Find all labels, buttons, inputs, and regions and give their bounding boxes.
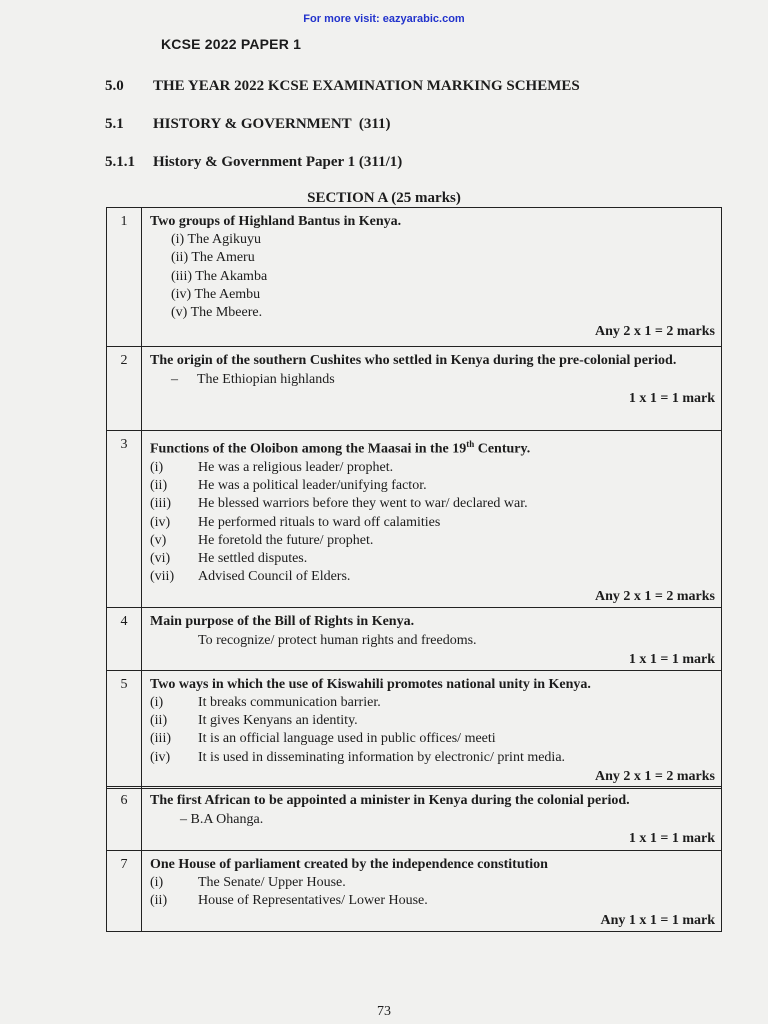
- source-link[interactable]: For more visit: eazyarabic.com: [303, 13, 465, 25]
- answer-item: (i) The Senate/ Upper House.: [150, 875, 346, 890]
- answer-item: (i) He was a religious leader/ prophet.: [150, 459, 394, 475]
- answer-item: (v) He foretold the future/ prophet.: [150, 532, 374, 548]
- question-row-2: [107, 347, 722, 431]
- heading-text: History & Government Paper 1 (311/1): [153, 154, 403, 170]
- section-title: SECTION A (25 marks): [307, 190, 461, 206]
- answer-item: (i) The Agikuyu: [171, 232, 261, 247]
- answer-item: (iv) The Aembu: [171, 286, 261, 302]
- answer-item: (vi) He settled disputes.: [150, 551, 308, 567]
- answer-item: (ii) He was a political leader/unifying factor.: [150, 477, 427, 493]
- question-number: 3: [107, 431, 142, 608]
- question-title: One House of parliament created by the independence constitution: [150, 857, 548, 872]
- heading-text: THE YEAR 2022 KCSE EXAMINATION MARKING SCHEMES: [153, 78, 580, 94]
- heading-number: 5.1.1: [105, 154, 135, 170]
- marks-label: Any 2 x 1 = 2 marks: [595, 324, 715, 340]
- question-row-3: [107, 431, 722, 608]
- question-title: Two ways in which the use of Kiswahili promotes national unity in Kenya.: [150, 676, 591, 692]
- question-row-6: [107, 787, 722, 851]
- question-body: [142, 208, 722, 347]
- heading-5-1: [105, 116, 391, 133]
- answer-item: To recognize/ protect human rights and freedoms.: [198, 632, 477, 648]
- question-row-4: [107, 607, 722, 670]
- question-title: Main purpose of the Bill of Rights in Kenya.: [150, 613, 415, 629]
- heading-5-1-1: [105, 154, 402, 171]
- question-title: Two groups of Highland Bantus in Kenya.: [150, 214, 402, 229]
- question-body: [142, 347, 722, 431]
- question-body: [142, 787, 722, 851]
- answer-item: (ii) It gives Kenyans an identity.: [150, 713, 358, 729]
- page-number: 73: [377, 1004, 391, 1019]
- answer-item: (iii) The Akamba: [171, 268, 268, 284]
- question-body: [142, 431, 722, 608]
- answer-item: – B.A Ohanga.: [180, 812, 264, 827]
- heading-5-0: [105, 78, 580, 95]
- question-title: Functions of the Oloibon among the Maasai in the 19th Century.: [150, 439, 531, 457]
- question-number: 4: [107, 607, 142, 670]
- question-number: 2: [107, 347, 142, 431]
- paper-title: KCSE 2022 PAPER 1: [161, 36, 302, 52]
- question-number: 7: [107, 851, 142, 932]
- question-title: The first African to be appointed a minister in Kenya during the colonial period.: [150, 793, 630, 808]
- question-number: 1: [107, 208, 142, 347]
- marks-label: 1 x 1 = 1 mark: [628, 391, 715, 406]
- marks-label: Any 2 x 1 = 2 marks: [595, 588, 715, 604]
- question-table-a: [106, 207, 722, 789]
- answer-item: (iii) It is an official language used in public offices/ meeti: [150, 731, 496, 747]
- question-row-5: [107, 670, 722, 788]
- answer-item: (iv) It is used in disseminating information by electronic/ print media.: [150, 749, 566, 765]
- question-row-1: [107, 208, 722, 347]
- answer-item: (ii) The Ameru: [171, 250, 255, 266]
- question-number: 5: [107, 670, 142, 788]
- answer-item: (v) The Mbeere.: [171, 305, 263, 321]
- marks-label: 1 x 1 = 1 mark: [628, 831, 715, 846]
- marks-label: 1 x 1 = 1 mark: [628, 651, 715, 667]
- answer-item: (iv) He performed rituals to ward off calamities: [150, 514, 441, 530]
- answer-item: (i) It breaks communication barrier.: [150, 694, 381, 710]
- answer-item: (iii) He blessed warriors before they went to war/ declared war.: [150, 496, 528, 512]
- answer-item: (ii) House of Representatives/ Lower House.: [150, 893, 428, 909]
- question-body: [142, 851, 722, 932]
- question-body: [142, 670, 722, 788]
- heading-number: 5.1: [105, 116, 124, 132]
- marks-label: Any 1 x 1 = 1 mark: [600, 912, 715, 928]
- question-number: 6: [107, 787, 142, 851]
- question-title: The origin of the southern Cushites who settled in Kenya during the pre-colonial period.: [150, 353, 677, 368]
- question-row-7: [107, 851, 722, 932]
- heading-text: HISTORY & GOVERNMENT (311): [153, 116, 391, 132]
- heading-number: 5.0: [105, 78, 124, 94]
- answer-item: – The Ethiopian highlands: [171, 372, 335, 387]
- question-table-b: [106, 786, 722, 932]
- question-body: [142, 607, 722, 670]
- marks-label: Any 2 x 1 = 2 marks: [595, 768, 715, 784]
- answer-item: (vii) Advised Council of Elders.: [150, 569, 351, 585]
